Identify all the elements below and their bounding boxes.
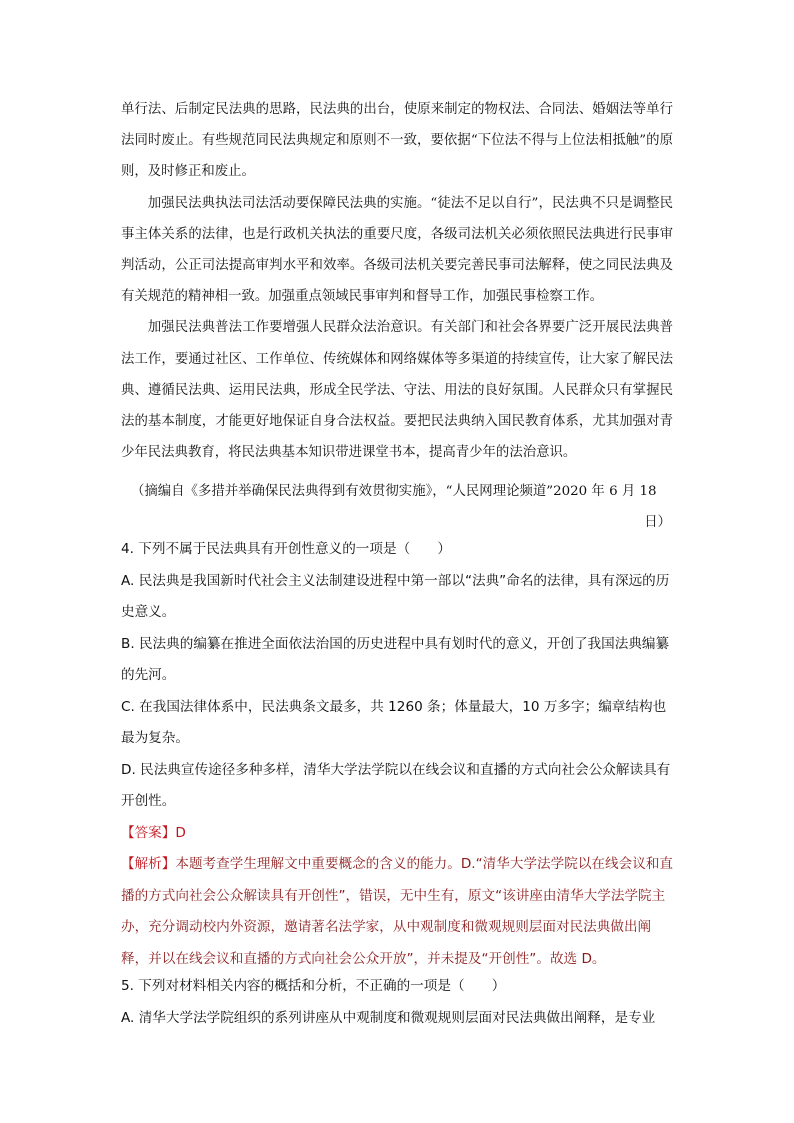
question-5-option-a: A. 清华大学法学院组织的系列讲座从中观制度和微观规则层面对民法典做出阐释，是专业 (121, 1009, 656, 1026)
question-4 (121, 534, 677, 975)
analysis-label: 【解析】 (121, 856, 176, 872)
question-4-option-d: D. 民法典宣传途径多种多样，清华大学法学院以在线会议和直播的方式向社会公众解读具有开创性。 (121, 761, 671, 809)
passage-source (131, 476, 671, 538)
passage-paragraph-3: 加强民法典普法工作要增强人民群众法治意识。有关部门和社会各界要广泛开展民法典普法工作，要通过社区、工作单位、传统媒体和网络媒体等多渠道的持续宣传，让大家了解民法典、遵循民法典、运用民法典，形成全民学法、守法、用法的良好氛围。人民群众只有掌握民法的基本制度，才能更好地保证自身合法权益。要把民法典纳入国民教育体系，尤其加强对青少年民法典教育，将民法典基本知识带进课堂书本，提高青少年的法治意识。 (121, 320, 673, 461)
answer-label: 【答案】 (121, 824, 176, 841)
answer-value: D (175, 824, 186, 841)
question-4-option-a: A. 民法典是我国新时代社会主义法制建设进程中第一部以“法典”命名的法律，具有深远的历史意义。 (121, 572, 670, 620)
analysis-text: 本题考查学生理解文中重要概念的含义的能力。D.“清华大学法学院以在线会议和直播的方式向社会公众解读具有开创性”，错误，无中生有，原文“该讲座由清华大学法学院主办，充分调动校内外资源，邀请著名法学家，从中观制度和微观规则层面对民法典做出阐释，并以在线会议和直播的方式向社会公众开放”，并未提及“开创性”。故选 D。 (121, 856, 673, 967)
passage-paragraph-2: 加强民法典执法司法活动要保障民法典的实施。“徒法不足以自行”，民法典不只是调整民事主体关系的法律，也是行政机关执法的重要尺度，各级司法机关必须依照民法典进行民事审判活动，公正司法提高审判水平和效率。各级司法机关要完善民事司法解释，使之同民法典及有关规范的精神相一致。加强重点领域民事审判和督导工作，加强民事检察工作。 (121, 195, 673, 305)
analysis-block (121, 849, 677, 975)
question-5 (121, 971, 677, 1034)
source-line-2: 日） (644, 515, 671, 530)
source-line-1: （摘编自《多措并举确保民法典得到有效贯彻实施》，“人民网理论频道”2020 年 6 月 18 (131, 484, 657, 499)
answer-line (121, 818, 677, 850)
passage-paragraph-1: 单行法、后制定民法典的思路，民法典的出台，使原来制定的物权法、合同法、婚姻法等单行法同时废止。有些规范同民法典规定和原则不一致，要依据“下位法不得与上位法相抵触”的原则，及时修正和废止。 (121, 102, 673, 180)
passage-body (121, 94, 673, 468)
question-4-option-c: C. 在我国法律体系中，民法典条文最多，共 1260 条；体量最大，10 万多字；编章结构也最为复杂。 (121, 698, 667, 746)
question-4-stem: 4. 下列不属于民法典具有开创性意义的一项是（ ） (121, 541, 451, 557)
question-5-stem: 5. 下列对材料相关内容的概括和分析，不正确的一项是（ ） (121, 978, 506, 994)
question-4-option-b: B. 民法典的编纂在推进全面依法治国的历史进程中具有划时代的意义，开创了我国法典编纂的先河。 (121, 635, 670, 683)
